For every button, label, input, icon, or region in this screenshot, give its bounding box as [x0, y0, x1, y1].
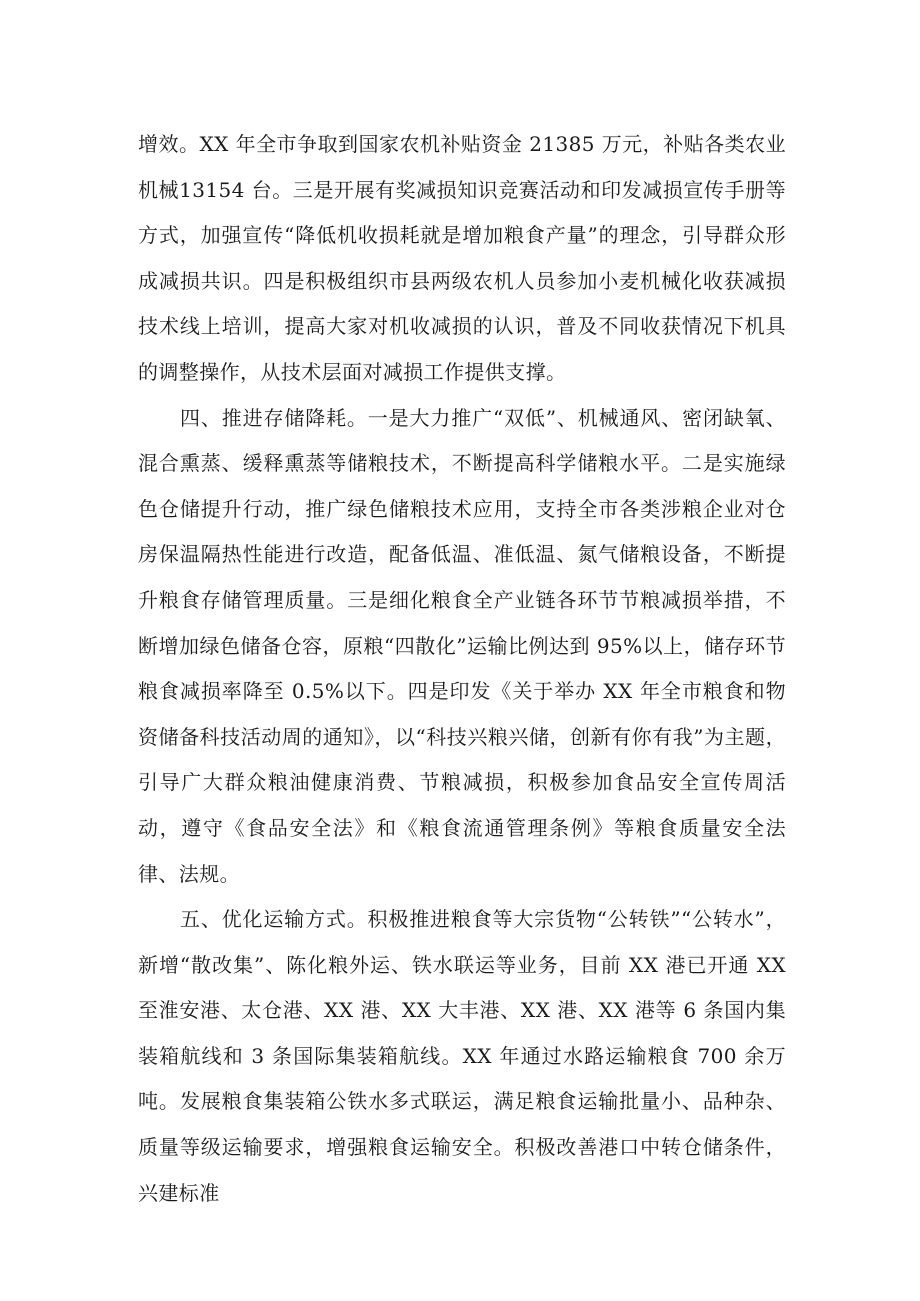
paragraph-mechanization-loss-reduction: 增效。XX 年全市争取到国家农机补贴资金 21385 万元，补贴各类农业机械13154 台。三是开展有奖减损知识竞赛活动和印发减损宣传手册等方式，加强宣传“降低机收损耗就是增加粮食产量”的理念，引导群众形成减损共识。四是积极组织市县两级农机人员参加小麦机械化收获减损技术线上培训，提高大家对机收减损的认识，普及不同收获情况下机具的调整操作，从技术层面对减损工作提供支撑。: [138, 132, 786, 384]
paragraph-storage-loss-reduction: 四、推进存储降耗。一是大力推广“双低”、机械通风、密闭缺氧、混合熏蒸、缓释熏蒸等储粮技术，不断提高科学储粮水平。二是实施绿色仓储提升行动，推广绿色储粮技术应用，支持全市各类涉粮企业对仓房保温隔热性能进行改造，配备低温、准低温、氮气储粮设备，不断提升粮食存储管理质量。三是细化粮食全产业链各环节节粮减损举措，不断增加绿色储备仓容，原粮“四散化”运输比例达到 95%以上，储存环节粮食减损率降至 0.5%以下。四是印发《关于举办 XX 年全市粮食和物资储备科技活动周的通知》，以“科技兴粮兴储，创新有你有我”为主题，引导广大群众粮油健康消费、节粮减损，积极参加食品安全宣传周活动，遵守《食品安全法》和《粮食流通管理条例》等粮食质量安全法律、法规。: [138, 405, 786, 886]
document-body: [138, 122, 786, 1216]
paragraph-transport-optimization: 五、优化运输方式。积极推进粮食等大宗货物“公转铁”“公转水”，新增“散改集”、陈化粮外运、铁水联运等业务，目前 XX 港已开通 XX 至淮安港、太仓港、XX 港、XX 大丰港、XX 港、XX 港等 6 条国内集装箱航线和 3 条国际集装箱航线。XX 年通过水路运输粮食 700 余万吨。发展粮食集装箱公铁水多式联运，满足粮食运输批量小、品种杂、质量等级运输要求，增强粮食运输安全。积极改善港口中转仓储条件，兴建标准: [138, 907, 786, 1205]
